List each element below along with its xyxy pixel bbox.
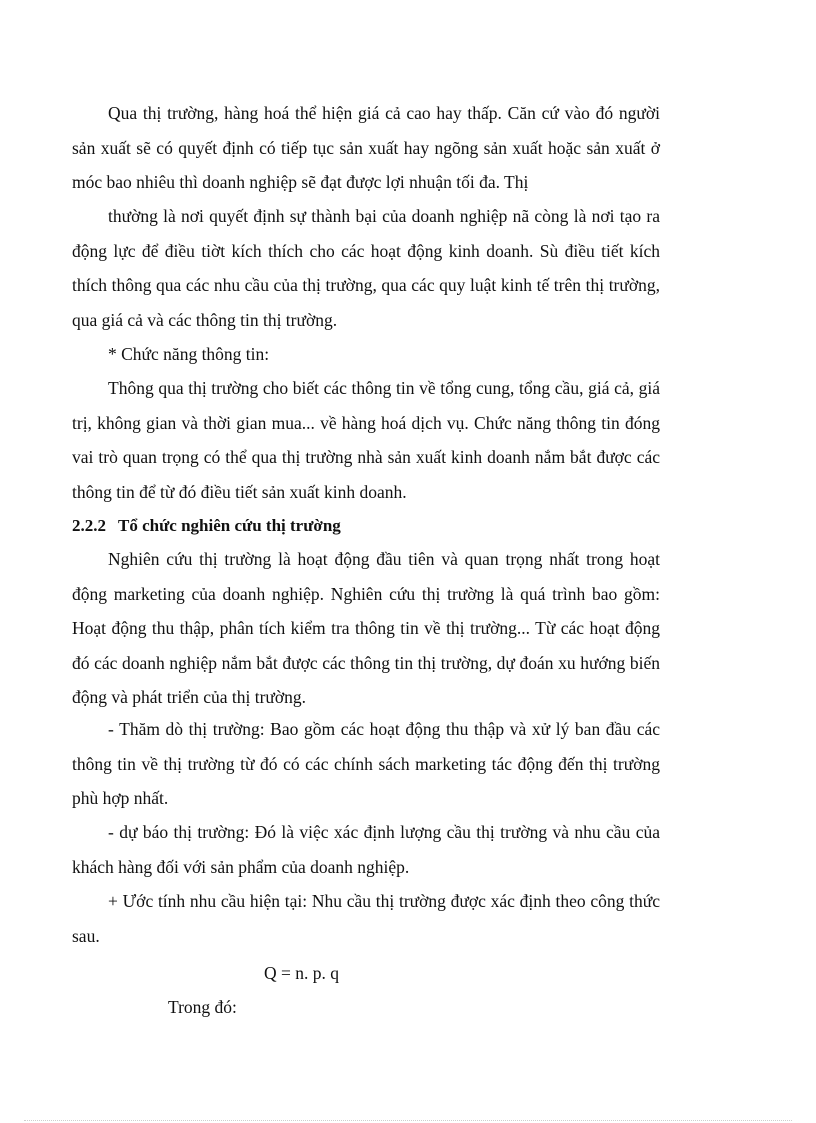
formula: Q = n. p. q — [264, 963, 340, 983]
paragraph-market-research: Nghiên cứu thị trường là hoạt động đầu tiên và quan trọng nhất trong hoạt động marketing của doanh nghiệp. Nghiên cứu thị trường là quá trình bao gồm: Hoạt động thu thập, phân tích kiểm tra thông tin về thị trường... Từ các hoạt động đó các doanh nghiệp nắm bắt được các thông tin thị trường, dự đoán xu hướng biến động và phát triển của thị trường. — [72, 549, 660, 707]
paragraph-demand-estimate: + Ước tính nhu cầu hiện tại: Nhu cầu thị trường được xác định theo công thức sau. — [72, 891, 660, 946]
section-number: 2.2.2 — [72, 516, 106, 535]
paragraph-info-function: Thông qua thị trường cho biết các thông tin về tổng cung, tổng cầu, giá cả, giá trị, không gian và thời gian mua... về hàng hoá dịch vụ. Chức năng thông tin đóng vai trò quan trọng có thể qua thị trường nhà sản xuất kinh doanh nắm bắt được các thông tin để từ đó điều tiết sản xuất kinh doanh. — [72, 378, 660, 502]
section-title: Tổ chức nghiên cứu thị trường — [118, 516, 341, 535]
where-label: Trong đó: — [168, 997, 237, 1017]
paragraph-info-function-heading: * Chức năng thông tin: — [108, 344, 270, 364]
page-bottom-rule — [24, 1120, 792, 1121]
paragraph-price-signal: Qua thị trường, hàng hoá thể hiện giá cả cao hay thấp. Căn cứ vào đó người sản xuất sẽ có quyết định có tiếp tục sản xuất hay ngõng sản xuất hoặc sản xuất ở móc bao nhiêu thì doanh nghiệp sẽ đạt được lợi nhuận tối đa. Thị — [72, 103, 660, 192]
paragraph-market-survey: - Thăm dò thị trường: Bao gồm các hoạt động thu thập và xử lý ban đầu các thông tin về thị trường từ đó có các chính sách marketing tác động đến thị trường phù hợp nhất. — [72, 719, 660, 808]
section-heading — [72, 508, 341, 542]
paragraph-market-forecast: - dự báo thị trường: Đó là việc xác định lượng cầu thị trường và nhu cầu của khách hàng đối với sản phẩm của doanh nghiệp. — [72, 822, 660, 877]
paragraph-market-role: thường là nơi quyết định sự thành bại của doanh nghiệp nã còng là nơi tạo ra động lực để điều tiờt kích thích cho các hoạt động kinh doanh. Sù điều tiết kích thích thông qua các nhu cầu của thị trường, qua các quy luật kinh tế trên thị trường, qua giá cả và các thông tin thị trường. — [72, 206, 660, 330]
